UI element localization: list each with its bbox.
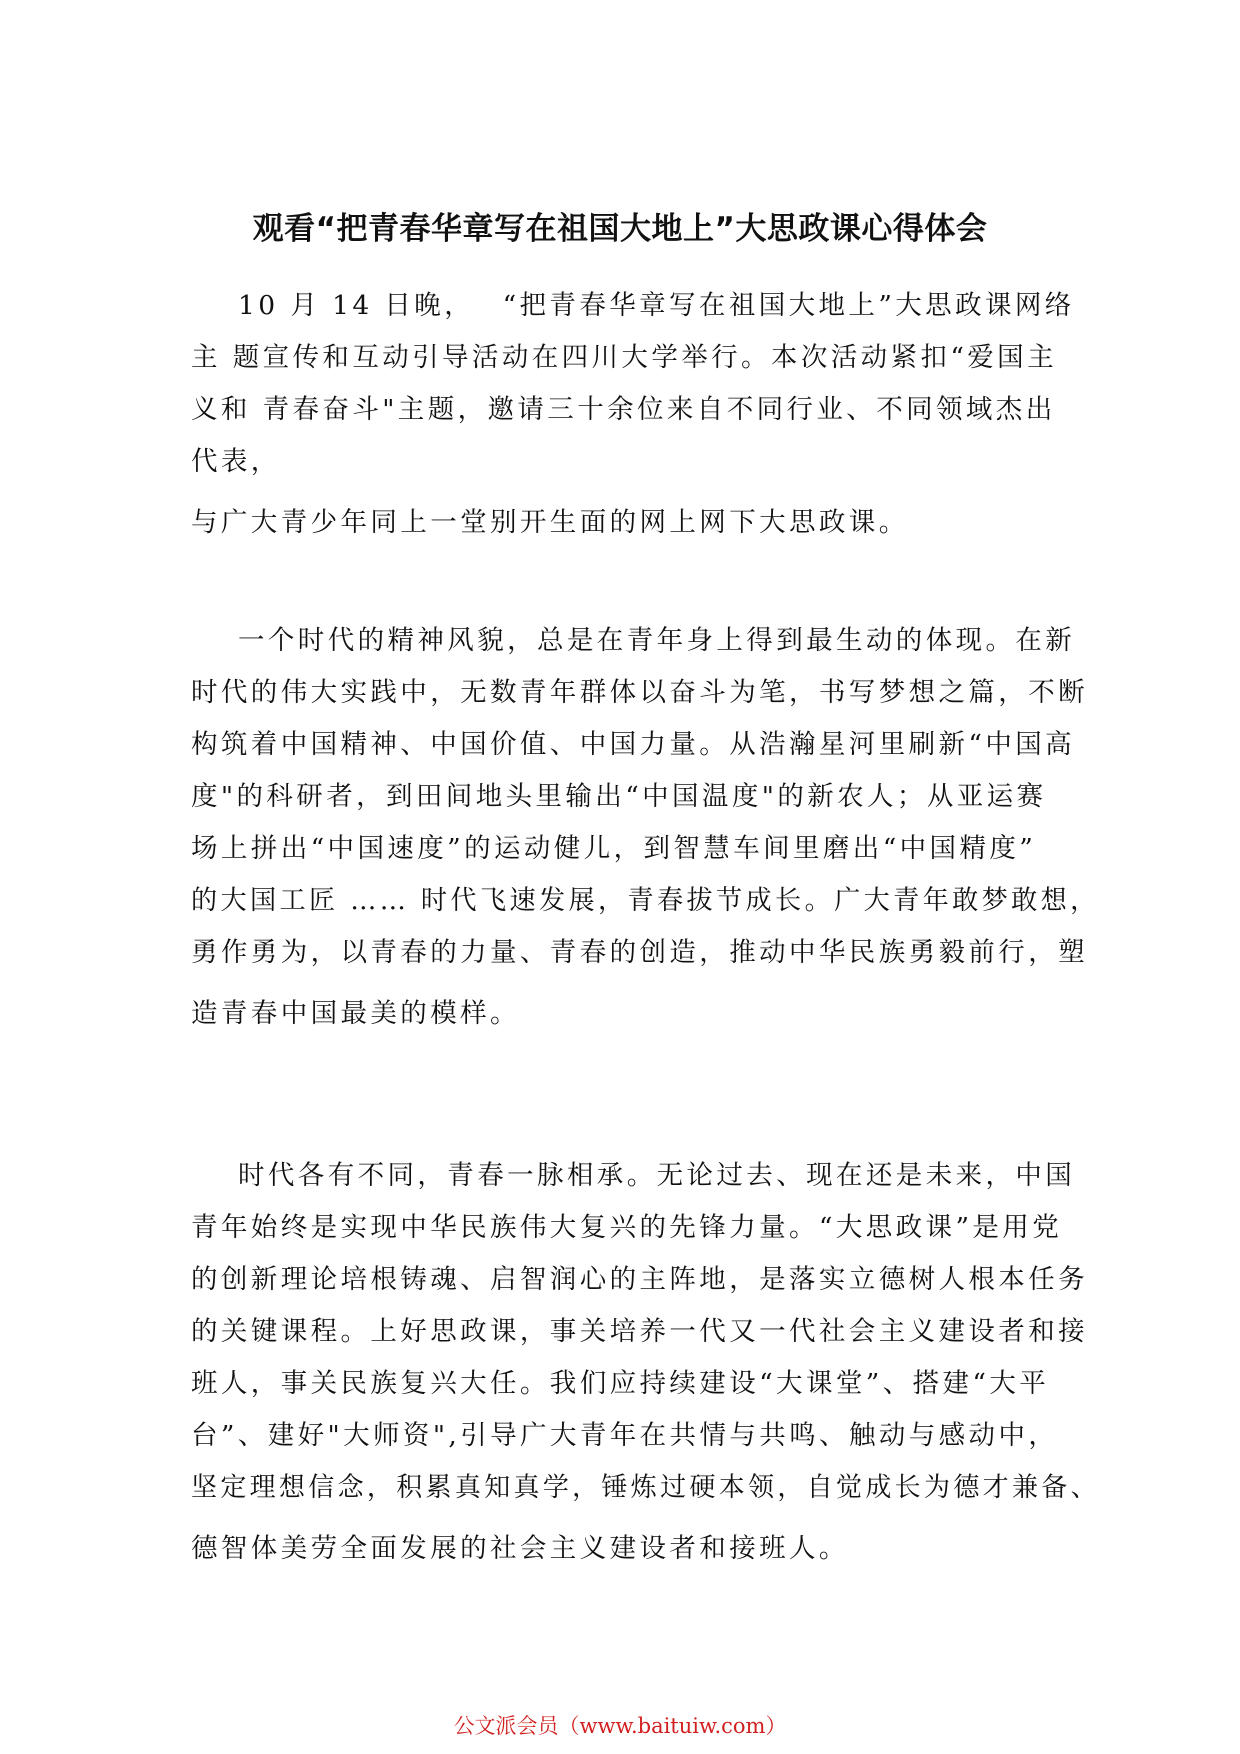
paragraph-3-line-4: 度"的科研者，到田间地头里输出“中国温度"的新农人；从亚运赛: [191, 781, 1047, 812]
paragraph-3-line-7: 勇作勇为，以青春的力量、青春的创造，推动中华民族勇毅前行，塑: [191, 937, 1088, 968]
paragraph-1-line-2: 主 题宣传和互动引导活动在四川大学举行。本次活动紧扣“爱国主: [191, 342, 1057, 373]
page-title: 观看“把青春华章写在祖国大地上”大思政课心得体会: [252, 210, 988, 247]
paragraph-4-line-8: 德智体美劳全面发展的社会主义建设者和接班人。: [191, 1533, 849, 1564]
paragraph-4-line-7: 坚定理想信念，积累真知真学，锤炼过硬本领，自觉成长为德才兼备、: [191, 1472, 1100, 1503]
paragraph-4-line-4: 的关键课程。上好思政课，事关培养一代又一代社会主义建设者和接: [191, 1316, 1088, 1347]
paragraph-4-line-2: 青年始终是实现中华民族伟大复兴的先锋力量。“大思政课”是用党: [191, 1212, 1063, 1243]
paragraph-3-line-6: 的大国工匠 …… 时代飞速发展，青春拔节成长。广大青年敢梦敢想，: [191, 885, 1100, 916]
paragraph-4-line-1: 时代各有不同，青春一脉相承。无论过去、现在还是未来，中国: [238, 1160, 1076, 1191]
paragraph-4-line-3: 的创新理论培根铸魂、启智润心的主阵地，是落实立德树人根本任务: [191, 1264, 1088, 1295]
paragraph-3-line-5: 场上拼出“中国速度”的运动健儿，到智慧车间里磨出“中国精度”: [191, 833, 1037, 864]
paragraph-3-line-8: 造青春中国最美的模样。: [191, 998, 520, 1029]
paragraph-2-line-1: 与广大青少年同上一堂别开生面的网上网下大思政课。: [191, 507, 909, 538]
paragraph-4-line-6: 台”、建好"大师资",引导广大青年在共情与共鸣、触动与感动中，: [191, 1420, 1059, 1451]
paragraph-1-line-1: 10 月 14 日晚， “把青春华章写在祖国大地上”大思政课网络: [238, 290, 1075, 321]
paragraph-4-line-5: 班人，事关民族复兴大任。我们应持续建设“大课堂”、搭建“大平: [191, 1368, 1050, 1399]
paragraph-1-line-4: 代表，: [191, 446, 281, 477]
paragraph-3-line-1: 一个时代的精神风貌，总是在青年身上得到最生动的体现。在新: [238, 625, 1076, 656]
paragraph-3-line-2: 时代的伟大实践中，无数青年群体以奋斗为笔，书写梦想之篇，不断: [191, 677, 1088, 708]
paragraph-1-line-3: 义和 青春奋斗"主题，邀请三十余位来自不同行业、不同领域杰出: [191, 394, 1056, 425]
footer-watermark: 公文派会员（www.baituiw.com）: [453, 1714, 787, 1738]
paragraph-3-line-3: 构筑着中国精神、中国价值、中国力量。从浩瀚星河里刷新“中国高: [191, 729, 1076, 760]
